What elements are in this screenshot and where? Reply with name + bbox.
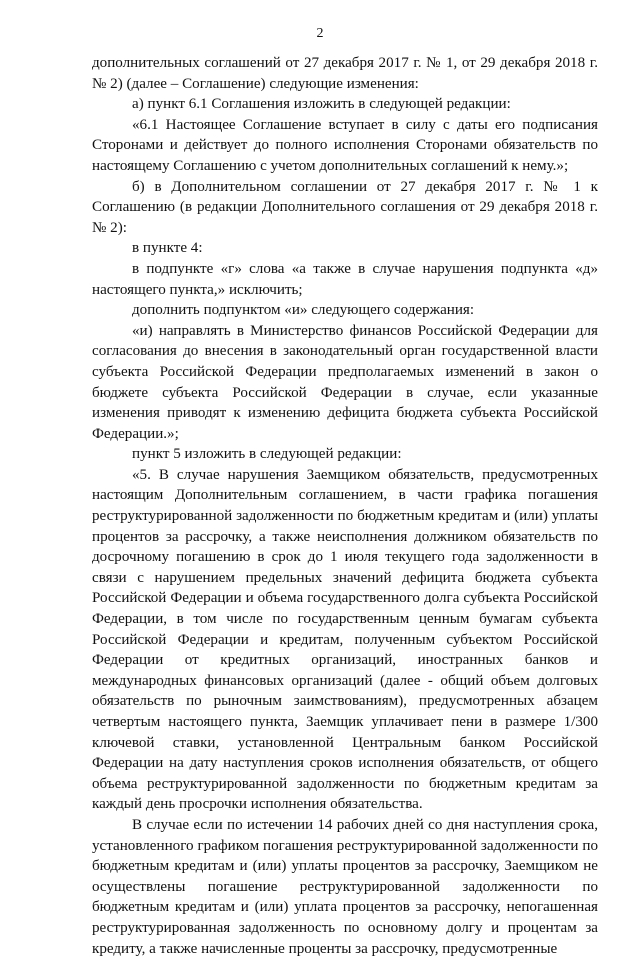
paragraph-overdue: В случае если по истечении 14 рабочих дней со дня наступления срока, установленного графиком погашения реструктурированной задолженности по бюджетным кредитам и (или) уплаты процентов за рассрочку, Заемщиком не осуществлены погашение реструктурированной задолженности по бюджетным кредитам и (или) уплата процентов за рассрочку, непогашенная реструктурированная задолженность по основному долгу и процентам за кредиту, а также начисленные проценты за рассрочку, предусмотренные xyxy=(92,816,598,957)
paragraph-point-5: пункт 5 изложить в следующей редакции: xyxy=(132,446,402,463)
paragraph-item-a: а) пункт 6.1 Соглашения изложить в следующей редакции: xyxy=(132,96,511,113)
document-body xyxy=(92,53,598,959)
paragraph-quote-5: «5. В случае нарушения Заемщиком обязательств, предусмотренных настоящим Дополнительным соглашением, в части графика погашения реструктурированной задолженности по бюджетным кредитам и (или) уплаты процентов за рассрочку, а также неисполнения должником обязательств по досрочному погашению в срок до 1 июля текущего года задолженности в связи с нарушением предельных значений дефицита бюджета субъекта Российской Федерации и объема государственного долга субъекта Российской Федерации, в том числе по государственным ценным бумагам субъекта Российской Федерации и кредитам, полученным субъектом Российской Федерации от кредитных организаций, иностранных банков и международных финансовых организаций (далее - общий объем долговых обязательств по рыночным заимствованиям), предусмотренных абзацем четвертым настоящего пункта, Заемщик уплачивает пени в размере 1/300 ключевой ставки, установленной Центральным банком Российской Федерации на дату наступления сроков исполнения обязательств, от общего объема реструктурированной задолженности по бюджетным кредитам за каждый день просрочки исполнения обязательства. xyxy=(92,466,598,813)
paragraph-add-subpoint: дополнить подпунктом «и» следующего содержания: xyxy=(132,302,475,319)
paragraph-point-4: в пункте 4: xyxy=(132,240,203,257)
paragraph-quote-6-1: «6.1 Настоящее Соглашение вступает в силу с даты его подписания Сторонами и действует до полного исполнения Сторонами обязательств по настоящему Соглашению с учетом дополнительных соглашений к нему.»; xyxy=(92,116,598,174)
paragraph-subpoint-i: «и) направлять в Министерство финансов Российской Федерации для согласования до внесения в законодательный орган государственной власти субъекта Российской Федерации предполагаемых изменений в закон о бюджете субъекта Российской Федерации в случае, если указанные изменения приводят к изменению дефицита бюджета субъекта Российской Федерации.»; xyxy=(92,322,598,442)
paragraph-continuation: дополнительных соглашений от 27 декабря 2017 г. № 1, от 29 декабря 2018 г. № 2) (далее – Соглашение) следующие изменения: xyxy=(92,55,598,92)
page-number: 2 xyxy=(316,26,324,41)
paragraph-subpoint-g: в подпункте «г» слова «а также в случае нарушения подпункта «д» настоящего пункта,» исключить; xyxy=(92,260,598,298)
paragraph-item-b: б) в Дополнительном соглашении от 27 декабря 2017 г. № 1 к Соглашению (в редакции Дополнительного соглашения от 29 декабря 2018 г. № 2): xyxy=(92,178,598,236)
